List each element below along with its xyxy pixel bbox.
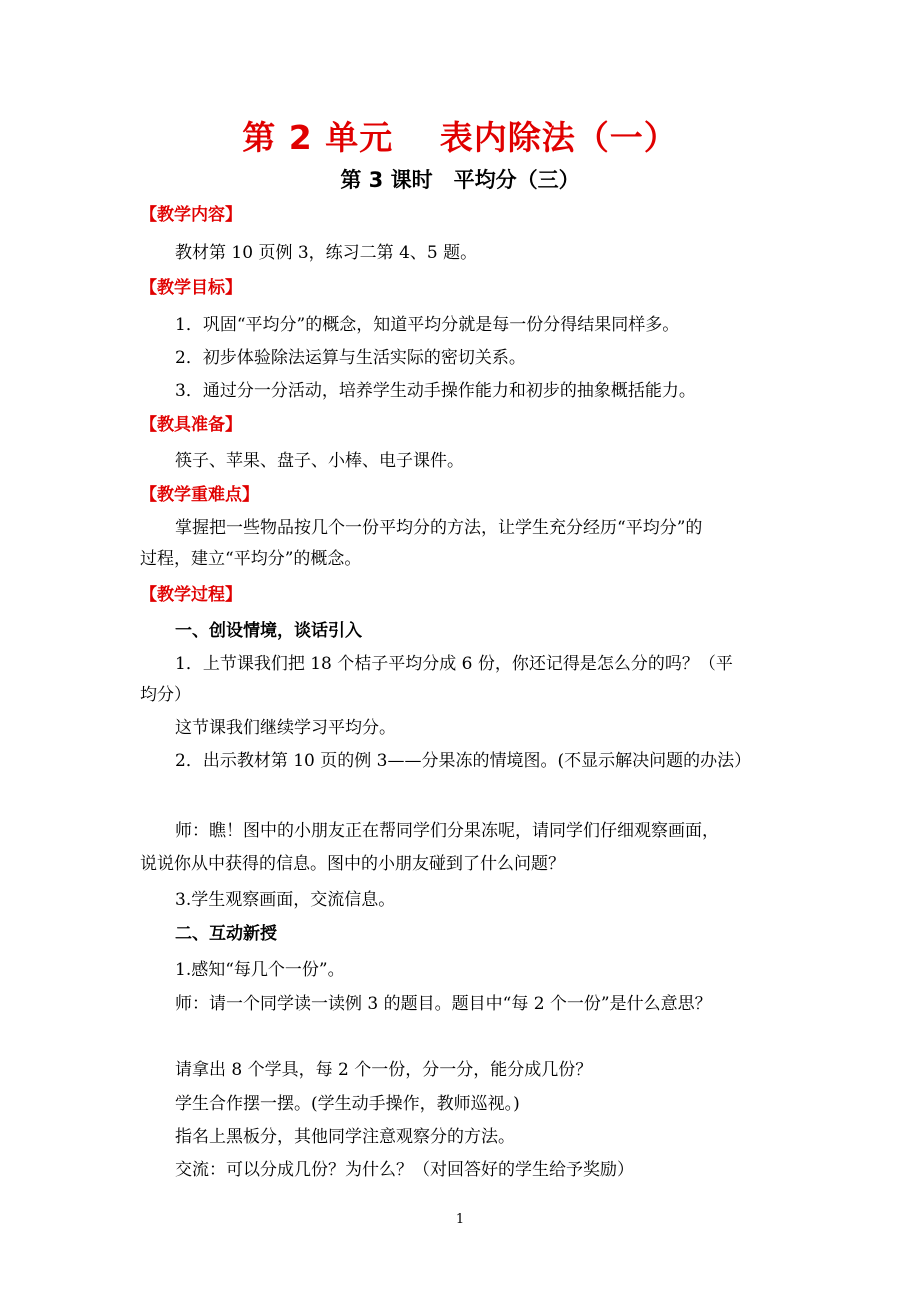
process-part-2-heading: 二、互动新授 bbox=[175, 924, 277, 944]
process-paragraph-2: 这节课我们继续学习平均分。 bbox=[175, 718, 396, 738]
process-paragraph-4-line-1: 师：瞧！图中的小朋友正在帮同学们分果冻呢，请同学们仔细观察画面， bbox=[175, 821, 719, 841]
process-paragraph-1-line-2: 均分） bbox=[140, 685, 191, 705]
page-number: 1 bbox=[455, 1212, 465, 1227]
tools-text: 筷子、苹果、盘子、小棒、电子课件。 bbox=[175, 451, 464, 471]
section-heading-process: 【教学过程】 bbox=[140, 585, 242, 605]
unit-title: 第 2 单元 表内除法（一） bbox=[242, 118, 678, 157]
process-paragraph-6: 1.感知“每几个一份”。 bbox=[175, 960, 345, 980]
process-paragraph-1-line-1: 1．上节课我们把 18 个桔子平均分成 6 份，你还记得是怎么分的吗？（平 bbox=[175, 654, 733, 674]
keypoints-line-1: 掌握把一些物品按几个一份平均分的方法，让学生充分经历“平均分”的 bbox=[175, 518, 703, 538]
process-paragraph-8: 请拿出 8 个学具，每 2 个一份，分一分，能分成几份？ bbox=[175, 1060, 593, 1080]
process-paragraph-10: 指名上黑板分，其他同学注意观察分的方法。 bbox=[175, 1127, 515, 1147]
section-heading-goals: 【教学目标】 bbox=[140, 278, 242, 298]
process-paragraph-7: 师：请一个同学读一读例 3 的题目。题目中“每 2 个一份”是什么意思？ bbox=[175, 994, 712, 1014]
content-text: 教材第 10 页例 3，练习二第 4、5 题。 bbox=[175, 243, 478, 263]
lesson-title: 第 3 课时 平均分（三） bbox=[340, 168, 580, 192]
section-heading-keypoints: 【教学重难点】 bbox=[140, 485, 259, 505]
process-paragraph-4-line-2: 说说你从中获得的信息。图中的小朋友碰到了什么问题？ bbox=[140, 854, 565, 874]
process-paragraph-9: 学生合作摆一摆。(学生动手操作，教师巡视。) bbox=[175, 1094, 520, 1114]
process-paragraph-11: 交流：可以分成几份？为什么？（对回答好的学生给予奖励） bbox=[175, 1160, 634, 1180]
process-part-1-heading: 一、创设情境，谈话引入 bbox=[175, 621, 362, 641]
section-heading-content: 【教学内容】 bbox=[140, 205, 242, 225]
goal-item-1: 1．巩固“平均分”的概念，知道平均分就是每一份分得结果同样多。 bbox=[175, 315, 680, 335]
goal-item-3: 3．通过分一分活动，培养学生动手操作能力和初步的抽象概括能力。 bbox=[175, 381, 696, 401]
keypoints-line-2: 过程，建立“平均分”的概念。 bbox=[140, 549, 362, 569]
process-paragraph-5: 3.学生观察画面，交流信息。 bbox=[175, 890, 396, 910]
goal-item-2: 2．初步体验除法运算与生活实际的密切关系。 bbox=[175, 348, 526, 368]
process-paragraph-3: 2．出示教材第 10 页的例 3——分果冻的情境图。(不显示解决问题的办法） bbox=[175, 751, 752, 771]
section-heading-tools: 【教具准备】 bbox=[140, 415, 242, 435]
